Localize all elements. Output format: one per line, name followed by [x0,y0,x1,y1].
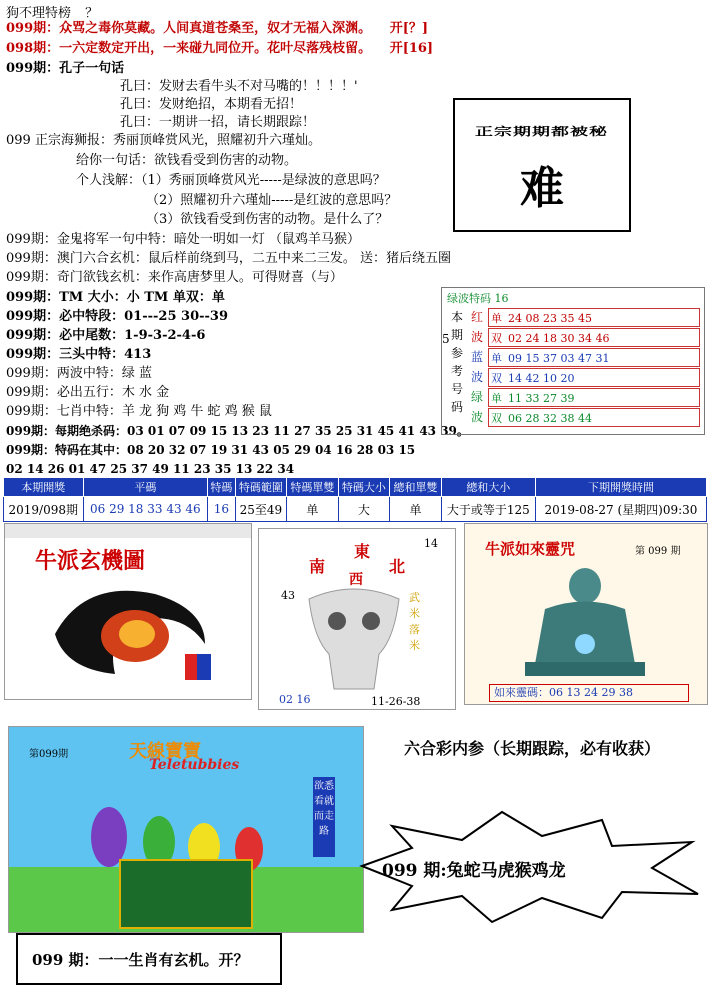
reference-row [488,368,700,387]
zheng-line-1: 099 正宗海狮报：秀丽顶峰赏风光，照耀初升六瑾灿。 [6,133,321,148]
panel-4-side: 欲悉看就而走路 [313,777,335,857]
skull-num-d: 11-26-38 [371,695,421,708]
nan-box-char: 难 [520,163,564,214]
reference-row [488,308,700,327]
reference-nums: 14 42 10 20 [508,372,575,385]
reference-row [488,388,700,407]
reference-kind: 单 [491,352,502,365]
header-title: 狗不理特榜 [6,6,72,21]
reference-nums: 02 24 18 30 34 46 [508,332,610,345]
draw-header-cell: 特碼大小 [338,478,390,497]
reference-color-label: 波 [470,410,483,424]
prediction-4: 099期：TM 大小：小 TM 单双：单 [6,290,225,305]
confucius-3: 孔曰：一期讲一招，请长期跟踪！ [120,115,316,130]
line-098: 098期：一六定数定开出，一来碰九同位开。花叶尽落残枝留。 开[16] [6,41,434,56]
prediction-6: 099期：必中尾数：1-9-3-2-4-6 [6,328,206,343]
panel-3-title: 牛派如來靈咒 [485,540,576,558]
direction-west: 西 [349,572,363,588]
neican-heading: 六合彩内参（长期跟踪，必有收获） [404,739,661,758]
prediction-12: 099期：特码在其中：08 20 32 07 19 31 43 05 29 04 16 28 03 15 [6,443,416,457]
panel-teletubbies [8,726,364,933]
draw-value-cell: 单 [287,497,339,522]
draw-value-cell: 06 29 18 33 43 46 [83,497,208,522]
reference-row [488,348,700,367]
draw-header-cell: 平碼 [83,478,208,497]
prediction-9: 099期：必出五行：木 水 金 [6,385,170,400]
prediction-8: 099期：两波中特：绿 蓝 [6,366,152,381]
draw-result-table [3,477,707,522]
reference-color-label: 绿 [470,390,483,404]
nan-box [453,98,631,232]
reference-kind: 双 [491,332,502,345]
reference-nums: 24 08 23 35 45 [508,312,592,325]
panel-niupai-map [4,523,252,700]
draw-header-cell: 特碼單雙 [287,478,339,497]
reference-color-label: 红 [470,310,483,324]
reference-nums: 06 28 32 38 44 [508,412,592,425]
direction-south: 南 [309,557,326,576]
panel-skull [258,528,456,710]
reference-color-label: 波 [470,330,483,344]
prediction-3: 099期：奇门欲钱玄机：来作高唐梦里人。可得财喜（与） [6,270,343,285]
zheng-line-2: 给你一句话：欲钱看受到伤害的动物。 [76,153,298,168]
skull-num-c: 02 16 [279,693,311,706]
draw-value-cell: 单 [390,497,442,522]
zheng-line-4: （2）照耀初升六瑾灿-----是红波的意思吗？ [146,193,398,208]
reference-kind: 单 [491,392,502,405]
prediction-10: 099期：七肖中特：羊 龙 狗 鸡 牛 蛇 鸡 猴 鼠 [6,404,272,419]
skull-image [299,579,409,694]
burst-text: 099 期:兔蛇马虎猴鸡龙 [382,861,566,881]
panel-1-strip [5,524,251,538]
draw-header-cell: 本期開獎 [4,478,84,497]
panel-4-title: 天線寶寶 [129,741,201,762]
draw-value-cell: 大于或等于125 [441,497,535,522]
bottom-note: 099 期：一一生肖有玄机。开？ [32,951,249,969]
header-mark: ？ [85,6,99,21]
reference-kind: 双 [491,412,502,425]
draw-value-cell: 大 [338,497,390,522]
draw-header-cell: 特碼範圍 [235,478,287,497]
prediction-11: 099期：每期绝杀码：03 01 07 09 15 13 23 11 27 35 25 31 45 41 43 39。 [6,424,469,438]
panel-1-title: 牛派玄機圖 [35,548,146,574]
confucius-2: 孔曰：发财绝招，本期看无招！ [120,97,303,112]
direction-east: 東 [354,542,371,561]
nan-box-caption: 正宗期期都被秘 [475,125,608,139]
reference-kind: 单 [491,312,502,325]
skull-num-b: 43 [281,589,295,602]
prediction-2: 099期：澳门六合玄机：鼠后样前绕到马，二五中来二三发。 送：猪后绕五圈 [6,251,451,266]
reference-header: 绿波特码 16 [447,292,509,305]
prediction-5: 099期：必中特段：01---25 30--39 [6,309,229,324]
page-header [6,2,98,21]
prediction-7: 099期：三头中特：413 [6,347,152,362]
reference-nums: 11 33 27 39 [508,392,575,405]
buddha-code: 如來靈碼：06 13 24 29 38 [489,684,689,702]
draw-header-cell: 總和單雙 [390,478,442,497]
panel-3-issue: 第 099 期 [635,546,681,557]
skull-num-a: 14 [424,537,438,550]
prediction-13: 02 14 26 01 47 25 37 49 11 23 35 13 22 34 [6,462,295,476]
reference-side-label: 本期参考号码 [450,310,463,414]
bottom-note-box [16,933,282,985]
draw-header-cell: 總和大小 [441,478,535,497]
buddha-image [515,564,655,679]
panel-4-sub: Teletubbies [149,757,240,773]
reference-table [441,287,705,435]
draw-value-cell: 25至49 [235,497,287,522]
zheng-line-3: 个人浅解：（1）秀丽顶峰赏风光-----是绿波的意思吗？ [76,173,386,188]
draw-header-cell: 特碼 [208,478,235,497]
direction-north: 北 [389,557,406,576]
reference-nums: 09 15 37 03 47 31 [508,352,610,365]
skull-side-text: 武米落米 [409,591,420,652]
reference-color-label: 蓝 [470,350,483,364]
swirl-flame-image [45,574,215,689]
line-confucius-head: 099期：孔子一句话 [6,61,125,76]
panel-buddha [464,523,708,705]
reference-row [488,408,700,427]
reference-kind: 双 [491,372,502,385]
line-099: 099期：众骂之毒你莫藏。人间真道苍桑至，奴才无福入深渊。 开[？] [6,21,428,36]
panel-4-issue: 第099期 [29,749,69,760]
confucius-1: 孔曰：发财去看牛头不对马嘴的！！！！' [120,79,358,94]
draw-header-cell: 下期開獎時間 [535,478,706,497]
draw-value-cell: 2019-08-27 (星期四)09:30 [535,497,706,522]
zheng-line-5: （3）欲钱看受到伤害的动物。是什么了？ [146,212,389,227]
results-board [119,859,253,929]
prediction-1: 099期：金鬼将军一句中特：暗处一明如一灯 （鼠鸡羊马猴） [6,232,360,247]
draw-value-cell: 2019/098期 [4,497,84,522]
reference-color-label: 波 [470,370,483,384]
reference-row [488,328,700,347]
reference-side-mark: 5 [442,332,450,346]
draw-value-cell: 16 [208,497,235,522]
